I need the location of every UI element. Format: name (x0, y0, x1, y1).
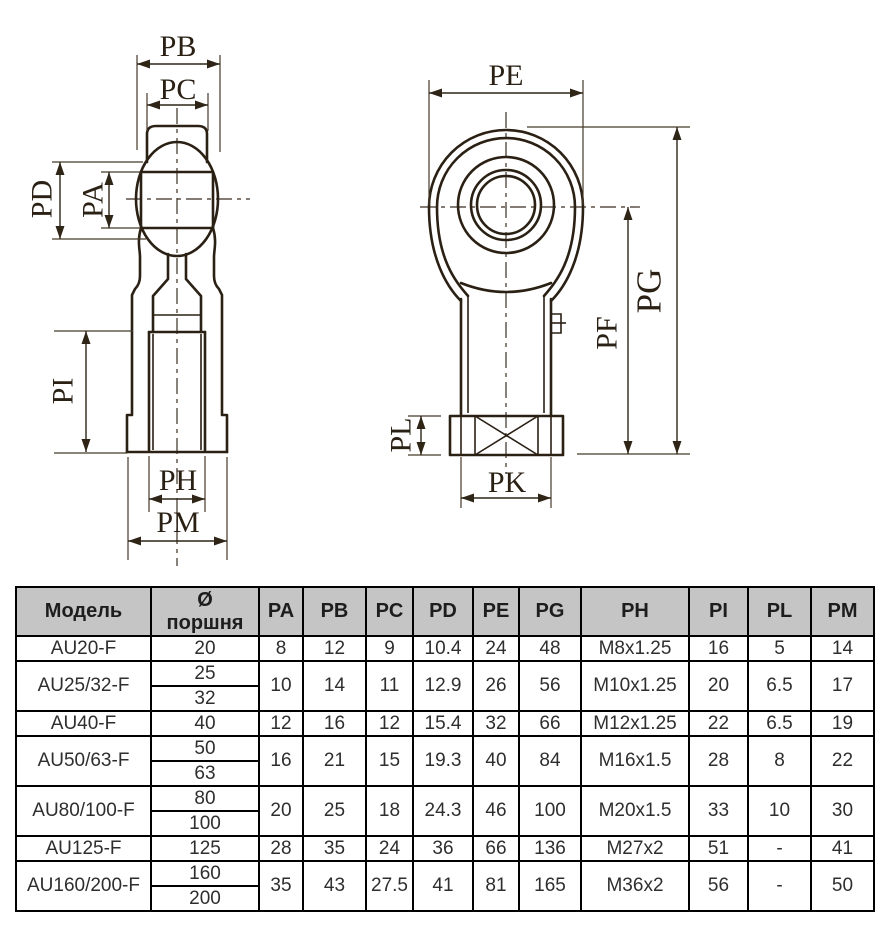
cell-pa: 20 (259, 786, 303, 836)
header-pe: PE (473, 587, 519, 636)
cell-pd: 12.9 (413, 661, 473, 711)
header-diameter: Ø поршня (151, 587, 259, 636)
table-row (16, 786, 874, 811)
cell-diameter: 50 (151, 736, 259, 761)
table-row (16, 736, 874, 761)
cell-ph: M36x2 (581, 861, 689, 911)
cell-pa: 10 (259, 661, 303, 711)
cell-pc: 15 (366, 736, 413, 786)
left-view-centerlines (126, 108, 250, 566)
table-row (16, 861, 874, 886)
cell-pl: 6.5 (748, 661, 811, 711)
dim-label-pl: PL (384, 417, 418, 453)
dim-label-pf: PF (590, 316, 624, 350)
cell-pg: 66 (519, 711, 581, 736)
cell-ph: M8x1.25 (581, 636, 689, 661)
cell-diameter: 32 (151, 686, 259, 711)
cell-diameter: 40 (151, 711, 259, 736)
cell-pa: 28 (259, 836, 303, 861)
cell-pi: 20 (689, 661, 748, 711)
cell-pm: 17 (811, 661, 874, 711)
cell-pl: 6.5 (748, 711, 811, 736)
cell-pc: 24 (366, 836, 413, 861)
cell-model: AU160/200-F (16, 861, 151, 911)
dim-label-pb: PB (159, 30, 197, 63)
cell-pi: 51 (689, 836, 748, 861)
cell-pm: 19 (811, 711, 874, 736)
table-row (16, 836, 874, 861)
cell-pi: 33 (689, 786, 748, 836)
cell-pg: 136 (519, 836, 581, 861)
cell-model: AU125-F (16, 836, 151, 861)
cell-pa: 35 (259, 861, 303, 911)
cell-pg: 48 (519, 636, 581, 661)
cell-diameter: 125 (151, 836, 259, 861)
table-body (16, 636, 874, 911)
cell-pi: 16 (689, 636, 748, 661)
cell-pb: 14 (303, 661, 366, 711)
cell-pm: 30 (811, 786, 874, 836)
cell-pe: 66 (473, 836, 519, 861)
cell-pc: 11 (366, 661, 413, 711)
cell-diameter: 20 (151, 636, 259, 661)
cell-pb: 25 (303, 786, 366, 836)
table-header (16, 587, 874, 636)
cell-pb: 21 (303, 736, 366, 786)
header-ph: PH (581, 587, 689, 636)
cell-pb: 16 (303, 711, 366, 736)
cell-model: AU20-F (16, 636, 151, 661)
dim-label-ph: PH (158, 464, 198, 497)
cell-pm: 50 (811, 861, 874, 911)
cell-pl: - (748, 836, 811, 861)
cell-pb: 43 (303, 861, 366, 911)
cell-pi: 56 (689, 861, 748, 911)
cell-pa: 16 (259, 736, 303, 786)
cell-pc: 9 (366, 636, 413, 661)
cell-pc: 12 (366, 711, 413, 736)
cell-diameter: 160 (151, 861, 259, 886)
cell-pc: 27.5 (366, 861, 413, 911)
cell-diameter: 100 (151, 811, 259, 836)
cell-pg: 165 (519, 861, 581, 911)
cell-pm: 22 (811, 736, 874, 786)
header-row (16, 587, 874, 636)
cell-ph: M27x2 (581, 836, 689, 861)
dim-label-pc: PC (159, 73, 197, 106)
table-row (16, 711, 874, 736)
cell-pl: - (748, 861, 811, 911)
dim-label-pd: PD (25, 179, 59, 219)
cell-pa: 8 (259, 636, 303, 661)
header-pi: PI (689, 587, 748, 636)
header-pl: PL (748, 587, 811, 636)
cell-pc: 18 (366, 786, 413, 836)
cell-pl: 8 (748, 736, 811, 786)
header-pc: PC (366, 587, 413, 636)
cell-pm: 14 (811, 636, 874, 661)
header-pg: PG (519, 587, 581, 636)
cell-pg: 56 (519, 661, 581, 711)
cell-ph: M20x1.5 (581, 786, 689, 836)
cell-pm: 41 (811, 836, 874, 861)
cell-diameter: 25 (151, 661, 259, 686)
header-pd: PD (413, 587, 473, 636)
header-pm: PM (811, 587, 874, 636)
dim-label-pk: PK (487, 466, 527, 499)
header-model: Модель (16, 587, 151, 636)
left-view (26, 30, 251, 566)
header-pa: PA (259, 587, 303, 636)
cell-ph: M10x1.25 (581, 661, 689, 711)
spec-table-section (15, 586, 875, 912)
cell-pl: 10 (748, 786, 811, 836)
dim-label-pm: PM (156, 506, 200, 539)
cell-ph: M12x1.25 (581, 711, 689, 736)
table-row (16, 636, 874, 661)
cell-pl: 5 (748, 636, 811, 661)
cell-pd: 10.4 (413, 636, 473, 661)
cell-pd: 41 (413, 861, 473, 911)
cell-pd: 19.3 (413, 736, 473, 786)
header-pb: PB (303, 587, 366, 636)
cell-pe: 40 (473, 736, 519, 786)
cell-diameter: 200 (151, 886, 259, 911)
cell-pi: 28 (689, 736, 748, 786)
dim-label-pi: PI (46, 377, 80, 405)
cell-diameter: 80 (151, 786, 259, 811)
cell-pb: 12 (303, 636, 366, 661)
table-row (16, 661, 874, 686)
cell-model: AU40-F (16, 711, 151, 736)
cell-pd: 15.4 (413, 711, 473, 736)
cell-pd: 24.3 (413, 786, 473, 836)
cell-pe: 81 (473, 861, 519, 911)
dim-label-pa: PA (76, 182, 110, 218)
right-view (385, 59, 691, 508)
cell-pd: 36 (413, 836, 473, 861)
cell-diameter: 63 (151, 761, 259, 786)
cell-pg: 100 (519, 786, 581, 836)
dim-label-pe: PE (488, 59, 524, 92)
cell-model: AU50/63-F (16, 736, 151, 786)
cell-pg: 84 (519, 736, 581, 786)
dimensions-table (15, 586, 875, 912)
cell-pi: 22 (689, 711, 748, 736)
cell-pb: 35 (303, 836, 366, 861)
cell-pe: 24 (473, 636, 519, 661)
cell-pe: 32 (473, 711, 519, 736)
cell-pe: 26 (473, 661, 519, 711)
cell-pe: 46 (473, 786, 519, 836)
cell-model: AU25/32-F (16, 661, 151, 711)
cell-model: AU80/100-F (16, 786, 151, 836)
dim-label-pg: PG (629, 268, 669, 314)
cell-pa: 12 (259, 711, 303, 736)
cell-ph: M16x1.5 (581, 736, 689, 786)
